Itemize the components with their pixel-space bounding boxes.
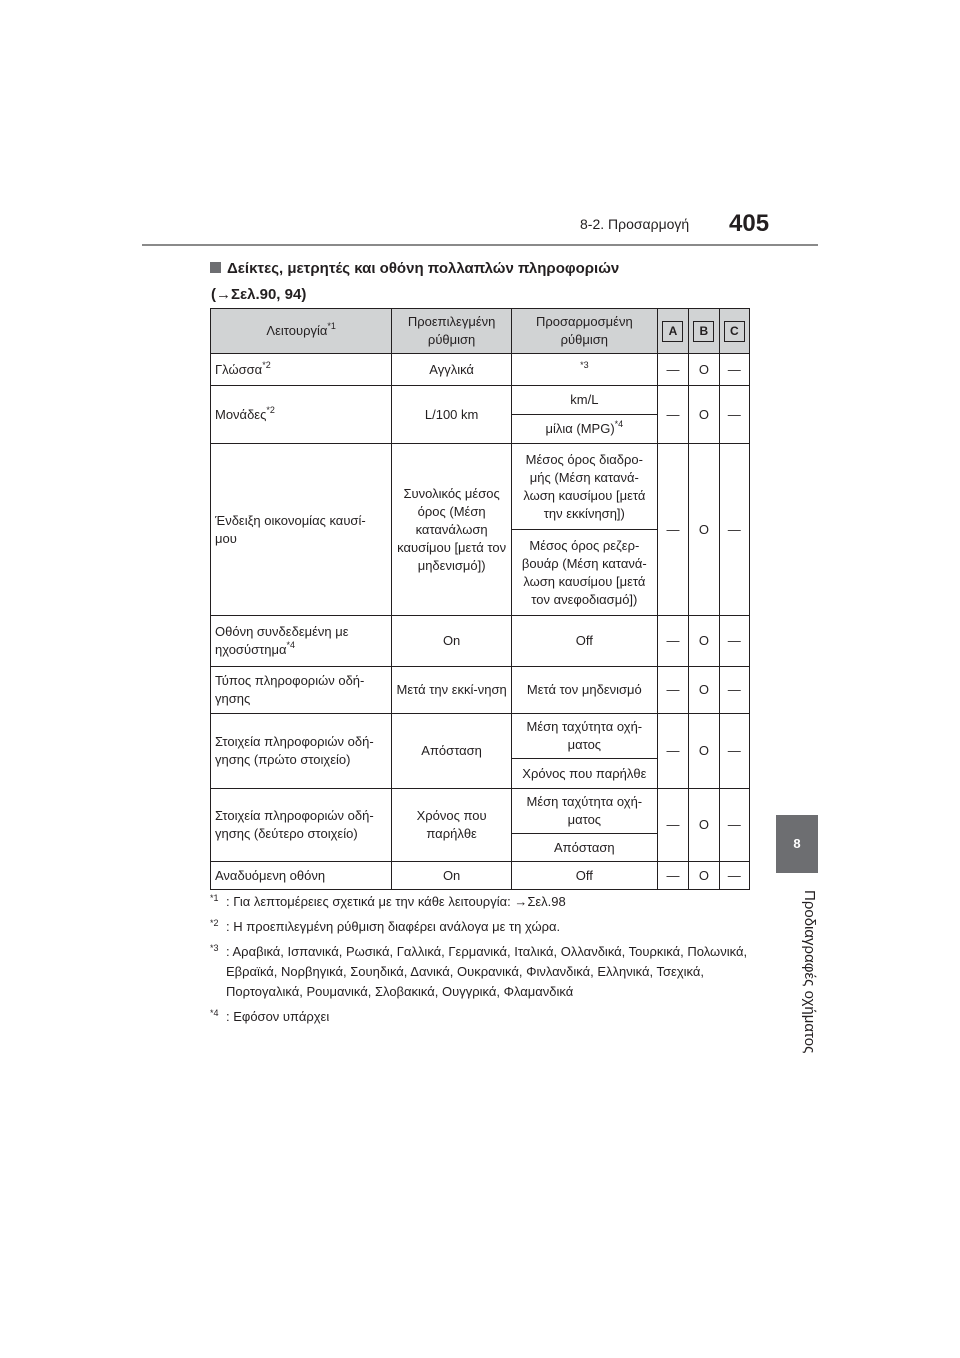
footnote: $^{*1}$ : Για λεπτομέρειες σχετικά με την κάθε λειτουργία: →Σελ.98 — [210, 893, 566, 909]
cell-default: On — [392, 862, 512, 890]
table-row — [211, 354, 750, 386]
cell-b: O — [689, 354, 719, 386]
cell-custom: Μέση ταχύτητα οχή-ματος — [511, 714, 657, 759]
cell-b: O — [689, 789, 719, 862]
header-b: B — [689, 309, 719, 354]
table-header-row — [211, 309, 750, 354]
cell-custom: Μέση ταχύτητα οχή-ματος — [511, 789, 657, 834]
cell-function: Αναδυόμενη οθόνη — [211, 862, 392, 890]
cell-custom: μίλια (MPG)$^{*4}$ — [511, 415, 657, 444]
cell-function: Στοιχεία πληροφοριών οδή-γησης (δεύτερο στοιχείο) — [211, 789, 392, 862]
cell-b: O — [689, 386, 719, 444]
cell-default: Μετά την εκκί-νηση — [392, 667, 512, 714]
cell-a: — — [657, 354, 688, 386]
table-row — [211, 616, 750, 667]
cell-custom: Απόσταση — [511, 834, 657, 862]
cell-c: — — [719, 862, 749, 890]
cell-a: — — [657, 862, 688, 890]
cell-default: L/100 km — [392, 386, 512, 444]
table-row — [211, 386, 750, 415]
cell-c: — — [719, 667, 749, 714]
cell-a: — — [657, 386, 688, 444]
cell-function: Μονάδες$^{*2}$ — [211, 386, 392, 444]
footnote: $^{*2}$ : Η προεπιλεγμένη ρύθμιση διαφέρει ανάλογα με τη χώρα. — [210, 918, 561, 934]
cell-c: — — [719, 616, 749, 667]
cell-c: — — [719, 714, 749, 789]
chapter-number: 8 — [793, 836, 801, 851]
cell-default: On — [392, 616, 512, 667]
table-row — [211, 862, 750, 890]
footnotes — [210, 892, 760, 1032]
table-row — [211, 667, 750, 714]
cell-c: — — [719, 386, 749, 444]
cell-a: — — [657, 667, 688, 714]
cell-custom: km/L — [511, 386, 657, 415]
table-row — [211, 789, 750, 834]
footnote: $^{*3}$ : Αραβικά, Ισπανικά, Ρωσικά, Γαλλικά, Γερμανικά, Ιταλικά, Ολλανδικά, Τουρκικά, Πολωνικά, Εβραϊκά, Νορβηγικά, Σουηδικά, Δανικά, Ουκρανικά, Φινλανδικά, Ελληνικά, Τσεχικά, Πορτογαλικά, Ρουμανικά, Σλοβακικά, Ουγγρικά, Φλαμανδικά — [210, 943, 748, 999]
cell-default: Αγγλικά — [392, 354, 512, 386]
section-title-line1: Δείκτες, μετρητές και οθόνη πολλαπλών πληροφοριών — [227, 260, 620, 277]
section-title — [210, 256, 619, 308]
chapter-title — [776, 882, 818, 1062]
chapter-title-text: Προδιαγραφές οχήματος — [801, 890, 818, 1054]
square-bullet-icon — [210, 262, 221, 273]
cell-b: O — [689, 667, 719, 714]
cell-a: — — [657, 714, 688, 789]
header-a: A — [657, 309, 688, 354]
cell-custom: Off — [511, 616, 657, 667]
cell-a: — — [657, 616, 688, 667]
cell-function: Στοιχεία πληροφοριών οδή-γησης (πρώτο στοιχείο) — [211, 714, 392, 789]
cell-function: Ένδειξη οικονομίας καυσί-μου — [211, 444, 392, 616]
page-number: 405 — [729, 210, 770, 237]
cell-custom: Off — [511, 862, 657, 890]
cell-b: O — [689, 714, 719, 789]
section-header: 8-2. Προσαρμογή — [580, 216, 690, 232]
header-custom: Προσαρμοσμένη ρύθμιση — [511, 309, 657, 354]
cell-a: — — [657, 444, 688, 616]
table-row — [211, 444, 750, 530]
cell-custom: Μέσος όρος ρεζερ-βουάρ (Μέση κατανά-λωση καυσίμου [μετά τον ανεφοδιασμό]) — [511, 530, 657, 616]
header-c: C — [719, 309, 749, 354]
section-title-line2: (→Σελ.90, 94) — [211, 286, 307, 303]
table-row — [211, 714, 750, 759]
settings-table — [210, 308, 750, 890]
cell-function: Τύπος πληροφοριών οδή-γησης — [211, 667, 392, 714]
cell-custom: Χρόνος που παρήλθε — [511, 759, 657, 789]
footnote: $^{*4}$ : Εφόσον υπάρχει — [210, 1008, 330, 1024]
cell-custom: Μετά τον μηδενισμό — [511, 667, 657, 714]
cell-default: Χρόνος που παρήλθε — [392, 789, 512, 862]
cell-default: Συνολικός μέσος όρος (Μέση κατανάλωση καυσίμου [μετά τον μηδενισμό]) — [392, 444, 512, 616]
cell-c: — — [719, 354, 749, 386]
cell-b: O — [689, 616, 719, 667]
chapter-tab — [776, 815, 818, 873]
cell-function: Οθόνη συνδεδεμένη με ηχοσύστημα$^{*4}$ — [211, 616, 392, 667]
cell-c: — — [719, 789, 749, 862]
cell-custom: Μέσος όρος διαδρο-μής (Μέση κατανά-λωση καυσίμου [μετά την εκκίνηση]) — [511, 444, 657, 530]
header-function: Λειτουργία$^{*1}$ — [211, 309, 392, 354]
header-default: Προεπιλεγμένη ρύθμιση — [392, 309, 512, 354]
cell-custom: *3 — [511, 354, 657, 386]
cell-function: Γλώσσα$^{*2}$ — [211, 354, 392, 386]
cell-c: — — [719, 444, 749, 616]
cell-b: O — [689, 862, 719, 890]
header-divider — [142, 244, 818, 246]
cell-a: — — [657, 789, 688, 862]
cell-b: O — [689, 444, 719, 616]
cell-default: Απόσταση — [392, 714, 512, 789]
